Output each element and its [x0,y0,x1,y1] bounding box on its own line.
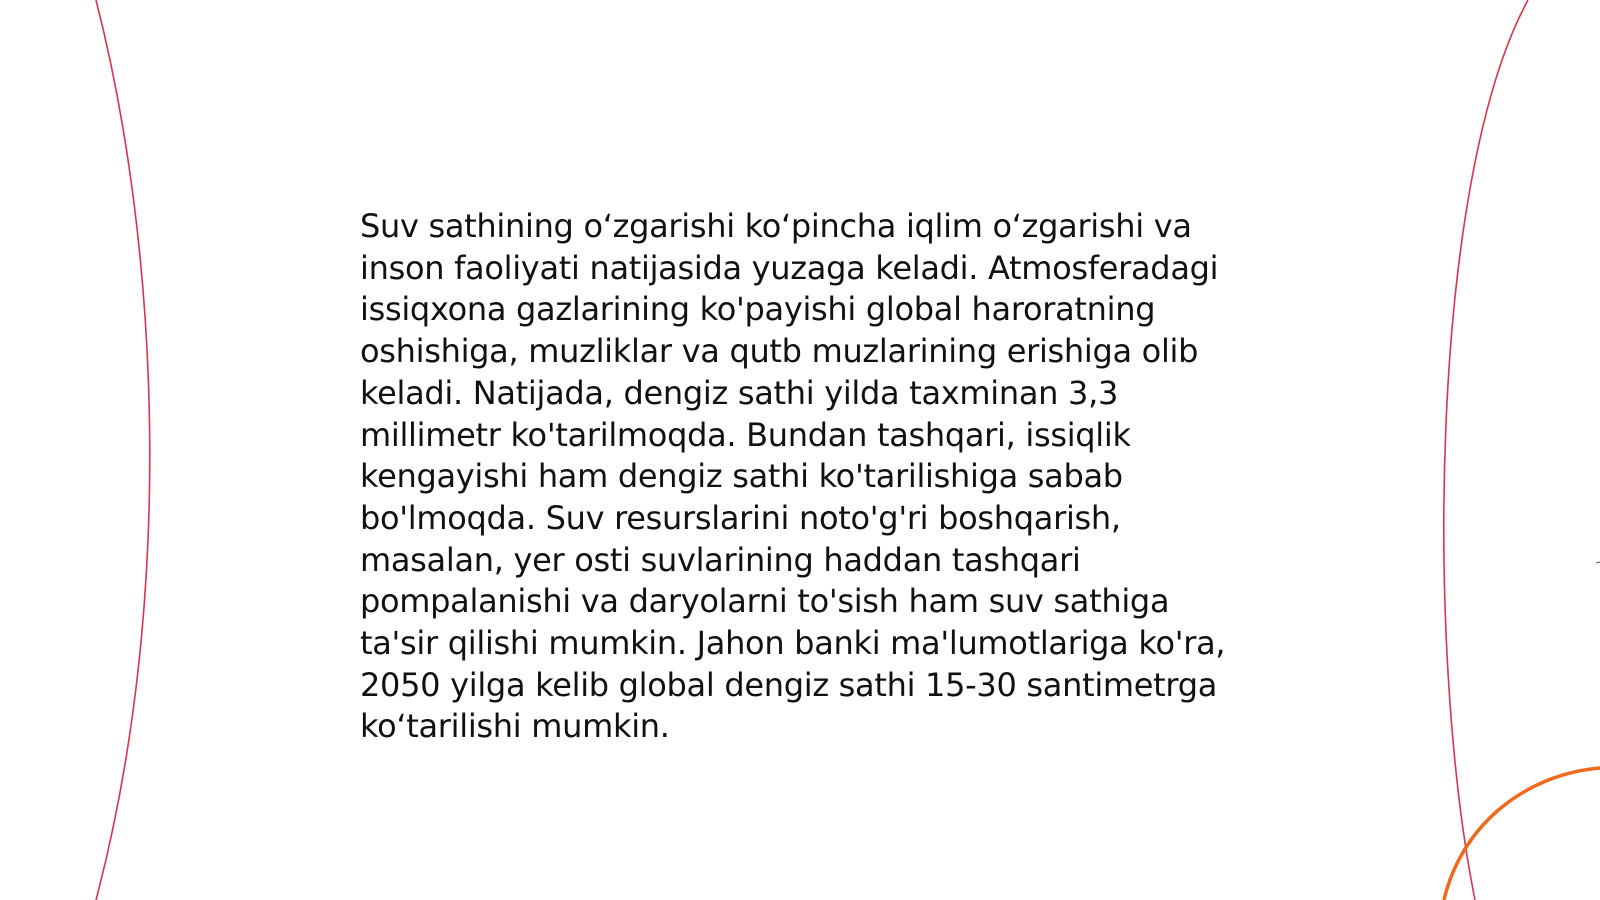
orange-arc [1444,768,1600,900]
body-paragraph: Suv sathining o‘zgarishi ko‘pincha iqlim o‘zgarishi va inson faoliyati natijasida yuzaga keladi. Atmosferadagi issiqxona gazlarining ko'payishi global haroratning oshishiga, muzliklar va qutb muzlarining erishiga olib keladi. Natijada, dengiz sathi yilda taxminan 3,3 millimetr ko'tarilmoqda. Bundan tashqari, issiqlik kengayishi ham dengiz sathi ko'tarilishiga sabab bo'lmoqda. Suv resurslarini noto'g'ri boshqarish, masalan, yer osti suvlarining haddan tashqari pompalanishi va daryolarni to'sish ham suv sathiga ta'sir qilishi mumkin. Jahon banki ma'lumotlariga ko'ra, 2050 yilga kelib global dengiz sathi 15-30 santimetrga ko‘tarilishi mumkin. [360,207,1226,746]
right-curve-line [1444,0,1528,900]
left-curve-line [96,0,150,900]
small-mark [1596,562,1600,563]
